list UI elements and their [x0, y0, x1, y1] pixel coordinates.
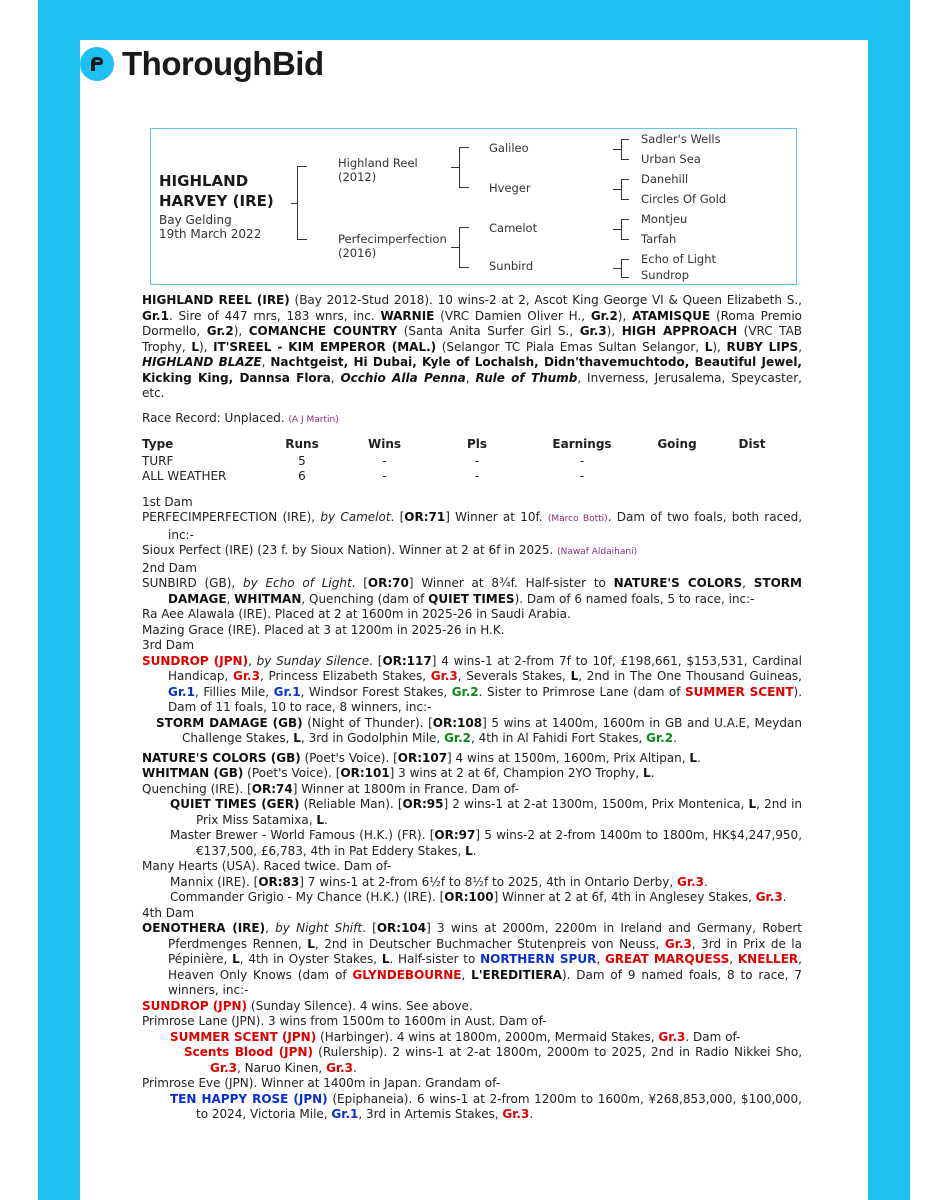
dam2-foal: Mazing Grace (IRE). Placed at 3 at 1200m in 2025-26 in H.K.	[142, 622, 505, 637]
table-header: Wins	[367, 437, 402, 451]
dam4-great-grandfoal: Scents Blood (JPN) (Rulership). 2 wins-1 at 2-at 1800m, 2000m to 2025, 2nd in Radio Nikkei Sho, Gr.3, Naruo Kinen, Gr.3.	[184, 1045, 803, 1075]
table-header: Going	[657, 437, 697, 451]
dam4-foal: Primrose Eve (JPN). Winner at 1400m in Japan. Grandam of-	[142, 1076, 501, 1090]
dam2-foal: Ra Aee Alawala (IRE). Placed at 2 at 1600m in 2025-26 in Saudi Arabia.	[142, 607, 571, 621]
dam3-heading: 3rd Dam	[142, 638, 195, 652]
pedigree-gen2-item: Hveger	[489, 181, 531, 195]
race-record: Race Record: Unplaced. (A J Martin)	[142, 410, 339, 425]
dam1-foal: Sioux Perfect (IRE) (23 f. by Sioux Nation). Winner at 2 at 6f in 2025. (Nawaf Aldaihani)	[142, 543, 638, 557]
dam3-foal: NATURE'S COLORS (GB) (Poet's Voice). [OR:107] 4 wins at 1500m, 1600m, Prix Altipan, L.	[142, 750, 701, 765]
dam4-grandfoal: SUMMER SCENT (JPN) (Harbinger). 4 wins at 1800m, 2000m, Mermaid Stakes, Gr.3. Dam of-	[170, 1029, 741, 1044]
sire-name: Highland Reel	[338, 156, 418, 170]
pedigree-gen2-item: Galileo	[489, 141, 529, 155]
dam4-foal: Primrose Lane (JPN). 3 wins from 1500m to 1600m in Aust. Dam of-	[142, 1014, 547, 1028]
brand-name: ThoroughBid	[122, 45, 324, 82]
dam3-grandfoal: QUIET TIMES (GER) (Reliable Man). [OR:95] 2 wins-1 at 2-at 1300m, 1500m, Prix Montenica, L, 2nd in Prix Miss Satamixa, L.	[170, 797, 803, 827]
pedigree-gen3-item: Tarfah	[641, 232, 677, 246]
dam1-entry: PERFECIMPERFECTION (IRE), by Camelot. [OR:71] Winner at 10f. (Marco Botti). Dam of two foals, both raced, inc:-	[142, 510, 803, 542]
pedigree-gen3-item: Sundrop	[641, 268, 689, 282]
dam3-entry: SUNDROP (JPN), by Sunday Silence. [OR:117] 4 wins-1 at 2-from 7f to 10f, £198,661, $153,531, Cardinal Handicap, Gr.3, Princess Elizabeth Stakes, Gr.3, Severals Stakes, L, 2nd in The One Thousand Guineas, Gr.1, Fillies Mile, Gr.1, Windsor Forest Stakes, Gr.2. Sister to Primrose Lane (dam of SUMMER SCENT). Dam of 11 foals, 10 to race, 8 winners, inc:-	[142, 653, 803, 714]
dam3-foal: STORM DAMAGE (GB) (Night of Thunder). [OR:108] 5 wins at 1400m, 1600m in GB and U.A.E, Meydan Challenge Stakes, L, 3rd in Godolphin Mile, Gr.2, 4th in Al Fahidi Fort Stakes, Gr.2.	[156, 715, 802, 745]
table-header: Pls	[466, 437, 488, 451]
dam4-entry: OENOTHERA (IRE), by Night Shift. [OR:104] 3 wins at 2000m, 2200m in Ireland and Germany, Robert Pferdmenges Rennen, L, 2nd in Deutscher Buchmacher Stutenpreis von Neuss, Gr.3, 3rd in Prix de la Pépinière, L, 4th in Oyster Stakes, L. Half-sister to NORTHERN SPUR, GREAT MARQUESS, KNELLER, Heaven Only Knows (dam of GLYNDEBOURNE, L'EREDITIERA). Dam of 9 named foals, 8 to race, 7 winners, inc:-	[142, 921, 802, 997]
sire-summary: HIGHLAND REEL (IRE) (Bay 2012-Stud 2018). 10 wins-2 at 2, Ascot King George VI & Queen Elizabeth S., Gr.1. Sire of 447 rnrs, 183 wnrs, inc. WARNIE (VRC Damien Oliver H., Gr.2), ATAMISQUE (Roma Premio Dormello, Gr.2), COMANCHE COUNTRY (Santa Anita Surfer Girl S., Gr.3), HIGH APPROACH (VRC TAB Trophy, L), IT'SREEL - KIM EMPEROR (MAL.) (Selangor TC Piala Emas Sultan Selangor, L), RUBY LIPS, HIGHLAND BLAZE, Nachtgeist, Hi Dubai, Kyle of Lochalsh, Didn'thavemuchtodo, Beautiful Jewel, Kicking King, Dannsa Flora, Occhio Alla Penna, Rule of Thumb, Inverness, Jerusalema, Speycaster, etc.	[142, 293, 803, 400]
sire-year: (2012)	[338, 170, 377, 184]
pedigree-gen3-item: Urban Sea	[641, 152, 701, 166]
table-row: ALL WEATHER 6 - - -	[142, 469, 585, 483]
dam3-foal: Quenching (IRE). [OR:74] Winner at 1800m in France. Dam of-	[142, 781, 520, 796]
dam2-heading: 2nd Dam	[142, 560, 197, 575]
dam4-foal: SUNDROP (JPN) (Sunday Silence). 4 wins. See above.	[142, 998, 473, 1013]
horse-name-line2: HARVEY (IRE)	[159, 192, 274, 210]
thoroughbid-logo-icon	[80, 47, 114, 81]
table-header: Dist	[738, 437, 766, 451]
pedigree-gen3-item: Montjeu	[641, 212, 688, 226]
dam4-grandfoal: TEN HAPPY ROSE (JPN) (Epiphaneia). 6 wins-1 at 2-from 1200m to 1600m, ¥268,853,000, $100,000, to 2024, Victoria Mile, Gr.1, 3rd in Artemis Stakes, Gr.3.	[170, 1091, 803, 1121]
pedigree-gen3-item: Echo of Light	[641, 252, 717, 266]
pedigree-gen2-item: Camelot	[489, 221, 538, 235]
table-header: Earnings	[552, 437, 612, 451]
table-header: Runs	[285, 437, 319, 451]
horse-name-line1: HIGHLAND	[159, 172, 249, 190]
pedigree-gen3-item: Sadler's Wells	[641, 132, 721, 146]
dam2-entry: SUNBIRD (GB), by Echo of Light. [OR:70] Winner at 8¾f. Half-sister to NATURE'S COLORS, STORM DAMAGE, WHITMAN, Quenching (dam of QUIET TIMES). Dam of 6 named foals, 5 to race, inc:-	[142, 576, 802, 606]
table-row: TURF 5 - - -	[142, 453, 585, 468]
race-record-table	[142, 436, 782, 485]
table-header: Type	[142, 437, 174, 451]
dam3-foal: Many Hearts (USA). Raced twice. Dam of-	[142, 859, 392, 873]
dam-year: (2016)	[338, 246, 377, 260]
dam3-grandfoal: Mannix (IRE). [OR:83] 7 wins-1 at 2-from 6½f to 8½f to 2025, 4th in Ontario Derby, Gr.3.	[170, 874, 708, 889]
dam-name: Perfecimperfection	[338, 232, 447, 246]
dam3-grandfoal: Master Brewer - World Famous (H.K.) (FR). [OR:97] 5 wins-2 at 2-from 1400m to 1800m, HK$4,247,950, €137,500, £6,783, 4th in Pat Eddery Stakes, L.	[170, 828, 803, 858]
pedigree-gen3-item: Danehill	[641, 172, 689, 186]
horse-description: Bay Gelding	[159, 213, 232, 227]
brand-logo	[80, 44, 324, 84]
dam3-grandfoal: Commander Grigio - My Chance (H.K.) (IRE). [OR:100] Winner at 2 at 6f, 4th in Anglesey Stakes, Gr.3.	[170, 890, 787, 904]
pedigree-chart	[150, 128, 797, 285]
dam3-foal: WHITMAN (GB) (Poet's Voice). [OR:101] 3 wins at 2 at 6f, Champion 2YO Trophy, L.	[142, 766, 655, 780]
pedigree-gen2-item: Sunbird	[489, 259, 534, 273]
dam1-heading: 1st Dam	[142, 494, 193, 509]
dam4-heading: 4th Dam	[142, 905, 195, 920]
horse-foaled: 19th March 2022	[159, 227, 262, 241]
catalogue-text	[142, 293, 802, 1123]
pedigree-gen3-item: Circles Of Gold	[641, 192, 727, 206]
